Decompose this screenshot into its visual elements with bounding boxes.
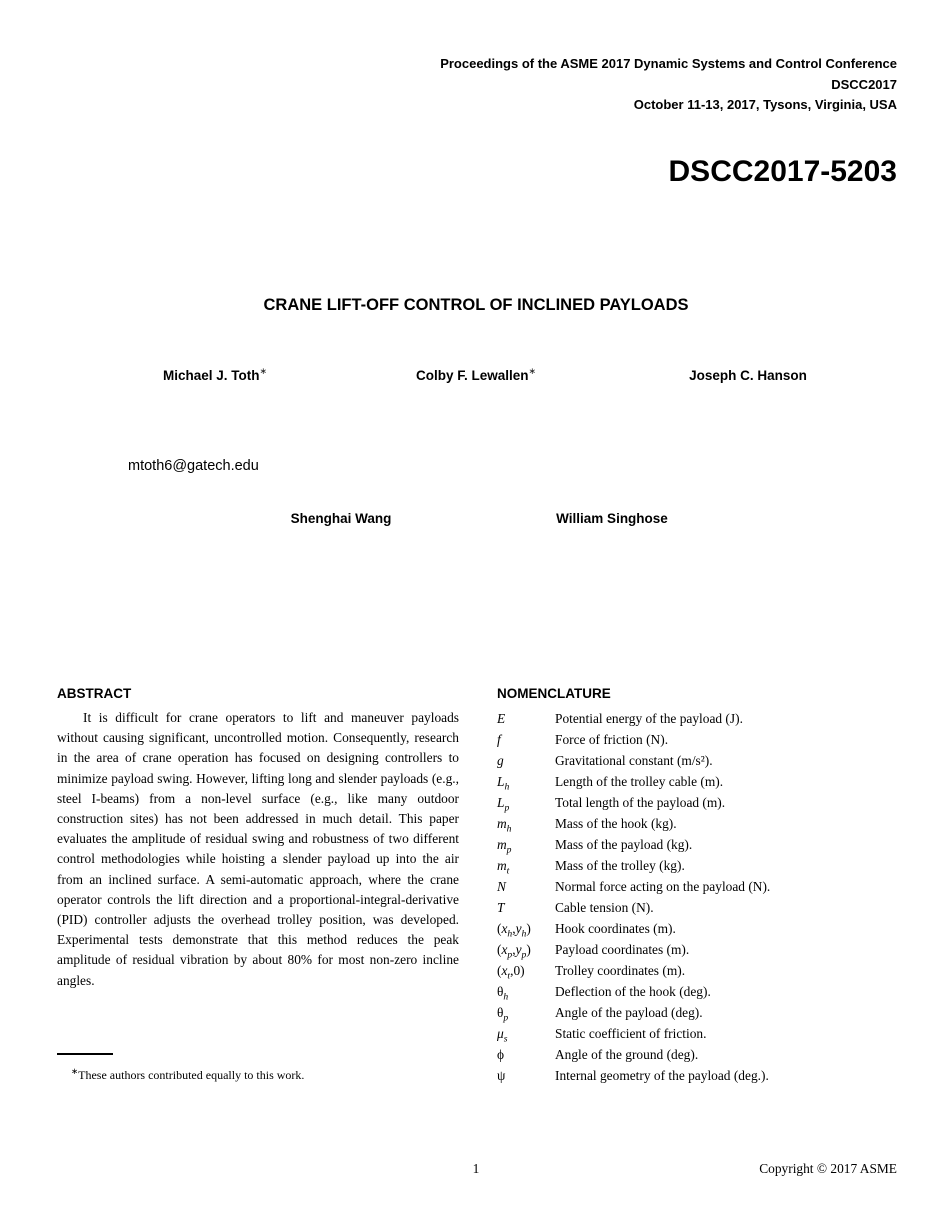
nomenclature-description: Internal geometry of the payload (deg.). bbox=[555, 1068, 769, 1083]
footnote-rule bbox=[57, 1053, 113, 1055]
conference-header-line1: Proceedings of the ASME 2017 Dynamic Systems and Control Conference bbox=[440, 56, 897, 71]
nomenclature-symbol: $(x_p,y_p)$ bbox=[497, 942, 531, 961]
nomenclature-entry bbox=[497, 1002, 900, 1023]
paper-title: CRANE LIFT-OFF CONTROL OF INCLINED PAYLOADS bbox=[263, 296, 689, 314]
nomenclature-entry bbox=[497, 771, 900, 792]
nomenclature-entry bbox=[497, 750, 900, 771]
nomenclature-description: Force of friction (N). bbox=[555, 732, 669, 747]
nomenclature-entry bbox=[497, 876, 900, 897]
author-footnote-mark: ∗ bbox=[528, 366, 537, 376]
nomenclature-description: Mass of the trolley (kg). bbox=[555, 858, 685, 873]
nomenclature-description: Static coefficient of friction. bbox=[555, 1026, 707, 1041]
paper-number: DSCC2017-5203 bbox=[668, 155, 897, 188]
nomenclature-list bbox=[497, 708, 900, 1086]
nomenclature-description: Trolley coordinates (m). bbox=[555, 963, 686, 978]
author-footnote-mark: ∗ bbox=[259, 366, 268, 376]
nomenclature-entry bbox=[497, 792, 900, 813]
nomenclature-symbol: $\theta_p$ bbox=[497, 1005, 509, 1024]
nomenclature-description: Deflection of the hook (deg). bbox=[555, 984, 711, 999]
abstract-text: It is difficult for crane operators to lift and maneuver payloads without causing significant, uncontrolled motion. Consequently, research in the area of crane operation has focused on designing controllers to minimize payload swing. However, lifting long and slender payloads (e.g., steel I-beams) from a non-level surface (e.g., like many outdoor construction sites) has not been addressed in much detail. This paper evaluates the amplitude of residual swing and robustness of two different control methodologies while hoisting a slender payload up into the air from an inclined surface. A semi-automatic approach, where the crane operator controls the lift direction and a proportional-integral-derivative (PID) controller adjusts the overhead trolley position, was developed. Experimental tests demonstrate that this method reduces the peak amplitude of residual vibration by about 80% for most non-zero incline angles. bbox=[57, 710, 459, 988]
nomenclature-symbol: $(x_t,0)$ bbox=[497, 963, 525, 982]
nomenclature-entry bbox=[497, 834, 900, 855]
nomenclature-symbol: $\mu_s$ bbox=[497, 1026, 508, 1045]
footnote-mark: ∗ bbox=[71, 1066, 79, 1076]
nomenclature-description: Potential energy of the payload (J). bbox=[555, 711, 743, 726]
abstract-heading: ABSTRACT bbox=[57, 686, 132, 701]
copyright-notice: Copyright © 2017 ASME bbox=[759, 1161, 897, 1176]
nomenclature-description: Hook coordinates (m). bbox=[555, 921, 676, 936]
nomenclature-symbol: $m_p$ bbox=[497, 837, 512, 856]
nomenclature-entry bbox=[497, 960, 900, 981]
nomenclature-description: Payload coordinates (m). bbox=[555, 942, 690, 957]
author-name-text: Michael J. Toth bbox=[162, 368, 260, 383]
nomenclature-description: Angle of the ground (deg). bbox=[555, 1047, 699, 1062]
author-email: mtoth6@gatech.edu bbox=[128, 458, 259, 474]
nomenclature-symbol: $L_h$ bbox=[497, 774, 510, 793]
author-name-text: Joseph C. Hanson bbox=[689, 368, 807, 383]
nomenclature-symbol: $m_t$ bbox=[497, 858, 510, 877]
nomenclature-entry bbox=[497, 855, 900, 876]
abstract-section bbox=[57, 686, 459, 991]
author-name-text: Colby F. Lewallen bbox=[415, 368, 529, 383]
nomenclature-symbol: N bbox=[497, 879, 506, 894]
nomenclature-entry bbox=[497, 918, 900, 939]
footnote bbox=[57, 1068, 459, 1083]
author-name-2 bbox=[416, 366, 536, 383]
conference-header-line2: DSCC2017 bbox=[831, 76, 897, 92]
author-name-5: William Singhose bbox=[556, 511, 668, 526]
nomenclature-symbol: $(x_h,y_h)$ bbox=[497, 921, 531, 940]
conference-header bbox=[440, 54, 897, 116]
author-name-1 bbox=[163, 366, 267, 383]
nomenclature-entry bbox=[497, 729, 900, 750]
nomenclature-description: Angle of the payload (deg). bbox=[555, 1005, 703, 1020]
nomenclature-entry bbox=[497, 939, 900, 960]
nomenclature-heading: NOMENCLATURE bbox=[497, 686, 611, 701]
nomenclature-symbol: f bbox=[497, 732, 501, 747]
author-name-4: Shenghai Wang bbox=[290, 511, 392, 526]
nomenclature-description: Total length of the payload (m). bbox=[555, 795, 726, 810]
nomenclature-section bbox=[497, 686, 900, 1086]
conference-header-line3: October 11-13, 2017, Tysons, Virginia, USA bbox=[633, 97, 897, 112]
author-name-3 bbox=[689, 366, 807, 383]
nomenclature-entry bbox=[497, 981, 900, 1002]
nomenclature-entry bbox=[497, 897, 900, 918]
nomenclature-entry bbox=[497, 813, 900, 834]
nomenclature-symbol: g bbox=[497, 753, 504, 768]
nomenclature-symbol: $L_p$ bbox=[497, 795, 510, 814]
nomenclature-symbol: ϕ bbox=[497, 1047, 505, 1062]
nomenclature-symbol: E bbox=[497, 711, 506, 726]
nomenclature-description: Length of the trolley cable (m). bbox=[555, 774, 724, 789]
nomenclature-description: Normal force acting on the payload (N). bbox=[555, 879, 771, 894]
nomenclature-entry bbox=[497, 1023, 900, 1044]
nomenclature-symbol: ψ bbox=[497, 1068, 506, 1083]
nomenclature-symbol: $m_h$ bbox=[497, 816, 512, 835]
nomenclature-description: Mass of the hook (kg). bbox=[555, 816, 677, 831]
nomenclature-description: Gravitational constant (m/s²). bbox=[555, 753, 713, 768]
nomenclature-description: Mass of the payload (kg). bbox=[555, 837, 693, 852]
page-number: 1 bbox=[472, 1161, 480, 1176]
nomenclature-symbol: $\theta_h$ bbox=[497, 984, 509, 1003]
nomenclature-symbol: T bbox=[497, 900, 505, 915]
nomenclature-entry bbox=[497, 1044, 900, 1065]
nomenclature-description: Cable tension (N). bbox=[555, 900, 654, 915]
footnote-text: These authors contributed equally to this work. bbox=[78, 1068, 305, 1082]
nomenclature-entry bbox=[497, 708, 900, 729]
nomenclature-entry bbox=[497, 1065, 900, 1086]
